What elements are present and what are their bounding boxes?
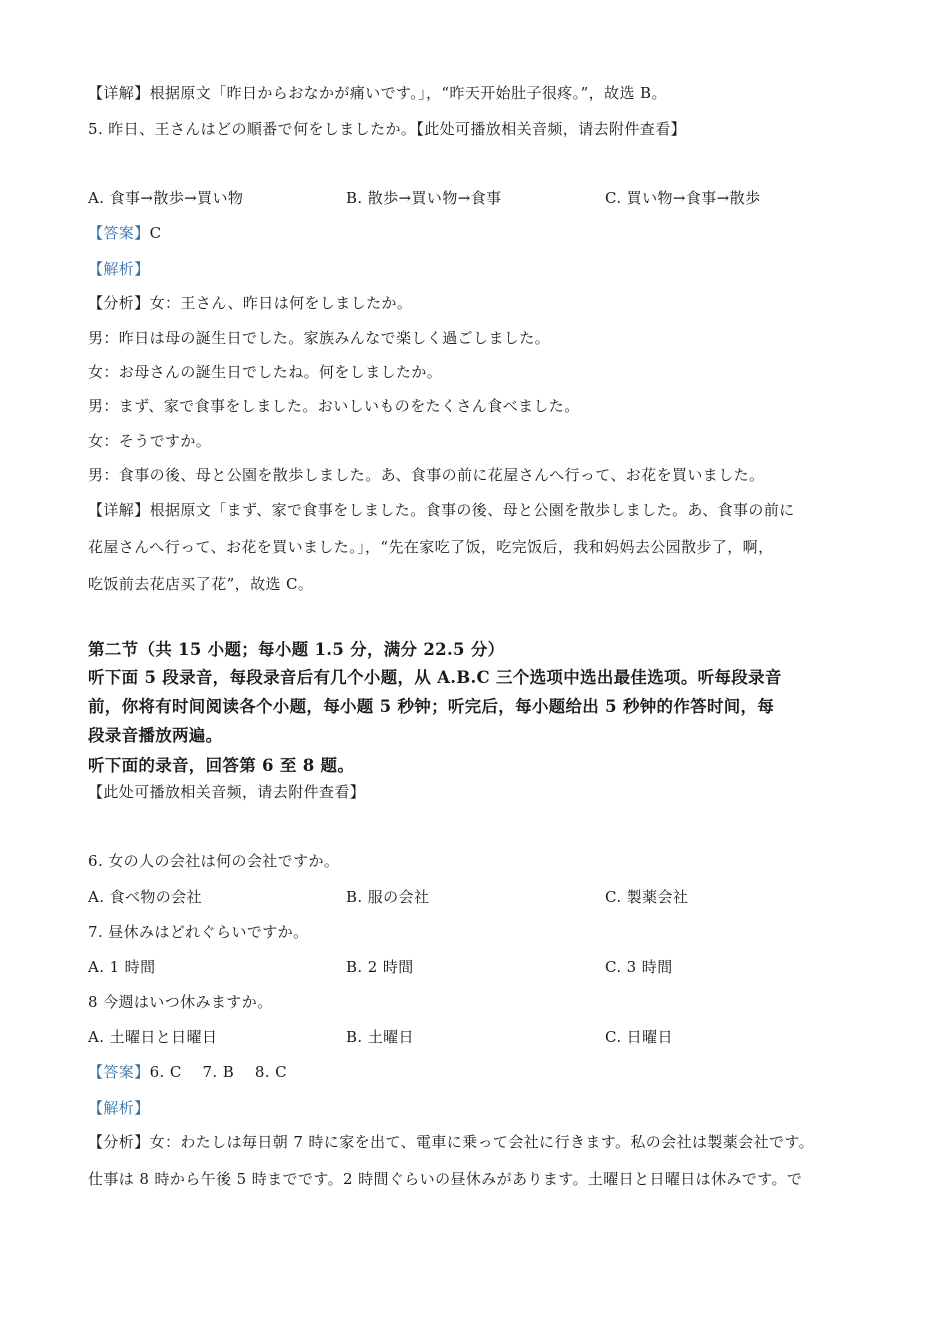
detail-line — [88, 82, 667, 103]
question-text: 5. 昨日、王さんはどの順番で何をしましたか。 — [88, 120, 417, 138]
audio-note[interactable]: 【此处可播放相关音频，请去附件查看】 — [416, 120, 686, 138]
option-c: C. 3 時間 — [605, 958, 673, 976]
question-5-stem — [88, 118, 686, 139]
option-b: B. 服の会社 — [346, 888, 430, 906]
answer-line — [88, 222, 162, 243]
option-b: B. 散歩→買い物→食事 — [346, 189, 502, 207]
section-title: 第二节（共 15 小题；每小题 1.5 分，满分 22.5 分） — [88, 640, 505, 659]
dialogue-line: 【分析】女：王さん、昨日は何をしましたか。 — [88, 294, 413, 312]
option-b: B. 2 時間 — [346, 958, 414, 976]
detail-line: 【详解】根据原文「まず、家で食事をしました。食事の後、母と公園を散歩しました。あ、食事の前に — [88, 501, 795, 519]
instruction-line: 前，你将有时间阅读各个小题，每小题 5 秒钟；听完后，每小题给出 5 秒钟的作答时间，每 — [88, 697, 775, 716]
group-heading: 听下面的录音，回答第 6 至 8 题。 — [88, 756, 355, 775]
dialogue-line: 男：食事の後、母と公園を散歩しました。あ、食事の前に花屋さんへ行って、お花を買いました。 — [88, 466, 765, 484]
option-c: C. 製薬会社 — [605, 888, 689, 906]
dialogue-line: 男：まず、家で食事をしました。おいしいものをたくさん食べました。 — [88, 397, 580, 415]
analysis-line: 仕事は 8 時から午後 5 時までです。2 時間ぐらいの昼休みがあります。土曜日と日曜日は休みです。で — [88, 1170, 803, 1188]
option-c: C. 買い物→食事→散歩 — [605, 189, 761, 207]
question-7-stem: 7. 昼休みはどれぐらいですか。 — [88, 923, 309, 941]
dialogue-line: 男：昨日は母の誕生日でした。家族みんなで楽しく過ごしました。 — [88, 329, 551, 347]
instruction-line: 段录音播放两遍。 — [88, 726, 223, 745]
option-a: A. 食事→散歩→買い物 — [88, 189, 244, 207]
instruction-line: 听下面 5 段录音，每段录音后有几个小题，从 A.B.C 三个选项中选出最佳选项。听每段录音 — [88, 668, 782, 687]
option-a: A. 土曜日と日曜日 — [88, 1028, 218, 1046]
question-8-stem: 8 今週はいつ休みますか。 — [88, 993, 273, 1011]
detail-tag: 【详解】 — [88, 84, 150, 102]
answer-value: C — [149, 224, 162, 242]
answer-value: 6. C 7. B 8. C — [149, 1063, 287, 1081]
analysis-tag: 【解析】 — [88, 260, 150, 278]
option-a: A. 1 時間 — [88, 958, 156, 976]
question-6-stem: 6. 女の人の会社は何の会社ですか。 — [88, 852, 340, 870]
detail-line: 花屋さんへ行って、お花を買いました。」，“先在家吃了饭，吃完饭后，我和妈妈去公园散步了，啊， — [88, 538, 774, 556]
dialogue-line: 女：お母さんの誕生日でしたね。何をしましたか。 — [88, 363, 443, 381]
detail-text: 根据原文「昨日からおなかが痛いです。」，“昨天开始肚子很疼。”，故选 B。 — [149, 84, 667, 102]
answer-tag: 【答案】 — [88, 224, 150, 242]
answer-tag: 【答案】 — [88, 1063, 150, 1081]
answer-line — [88, 1061, 287, 1082]
dialogue-line: 女：そうですか。 — [88, 432, 212, 450]
analysis-tag: 【解析】 — [88, 1099, 150, 1117]
option-a: A. 食べ物の会社 — [88, 888, 202, 906]
option-b: B. 土曜日 — [346, 1028, 414, 1046]
detail-line: 吃饭前去花店买了花”，故选 C。 — [88, 575, 314, 593]
audio-note[interactable]: 【此处可播放相关音频，请去附件查看】 — [88, 783, 366, 801]
analysis-line: 【分析】女：わたしは毎日朝 7 時に家を出て、電車に乗って会社に行きます。私の会社は製薬会社です。 — [88, 1133, 814, 1151]
option-c: C. 日曜日 — [605, 1028, 673, 1046]
